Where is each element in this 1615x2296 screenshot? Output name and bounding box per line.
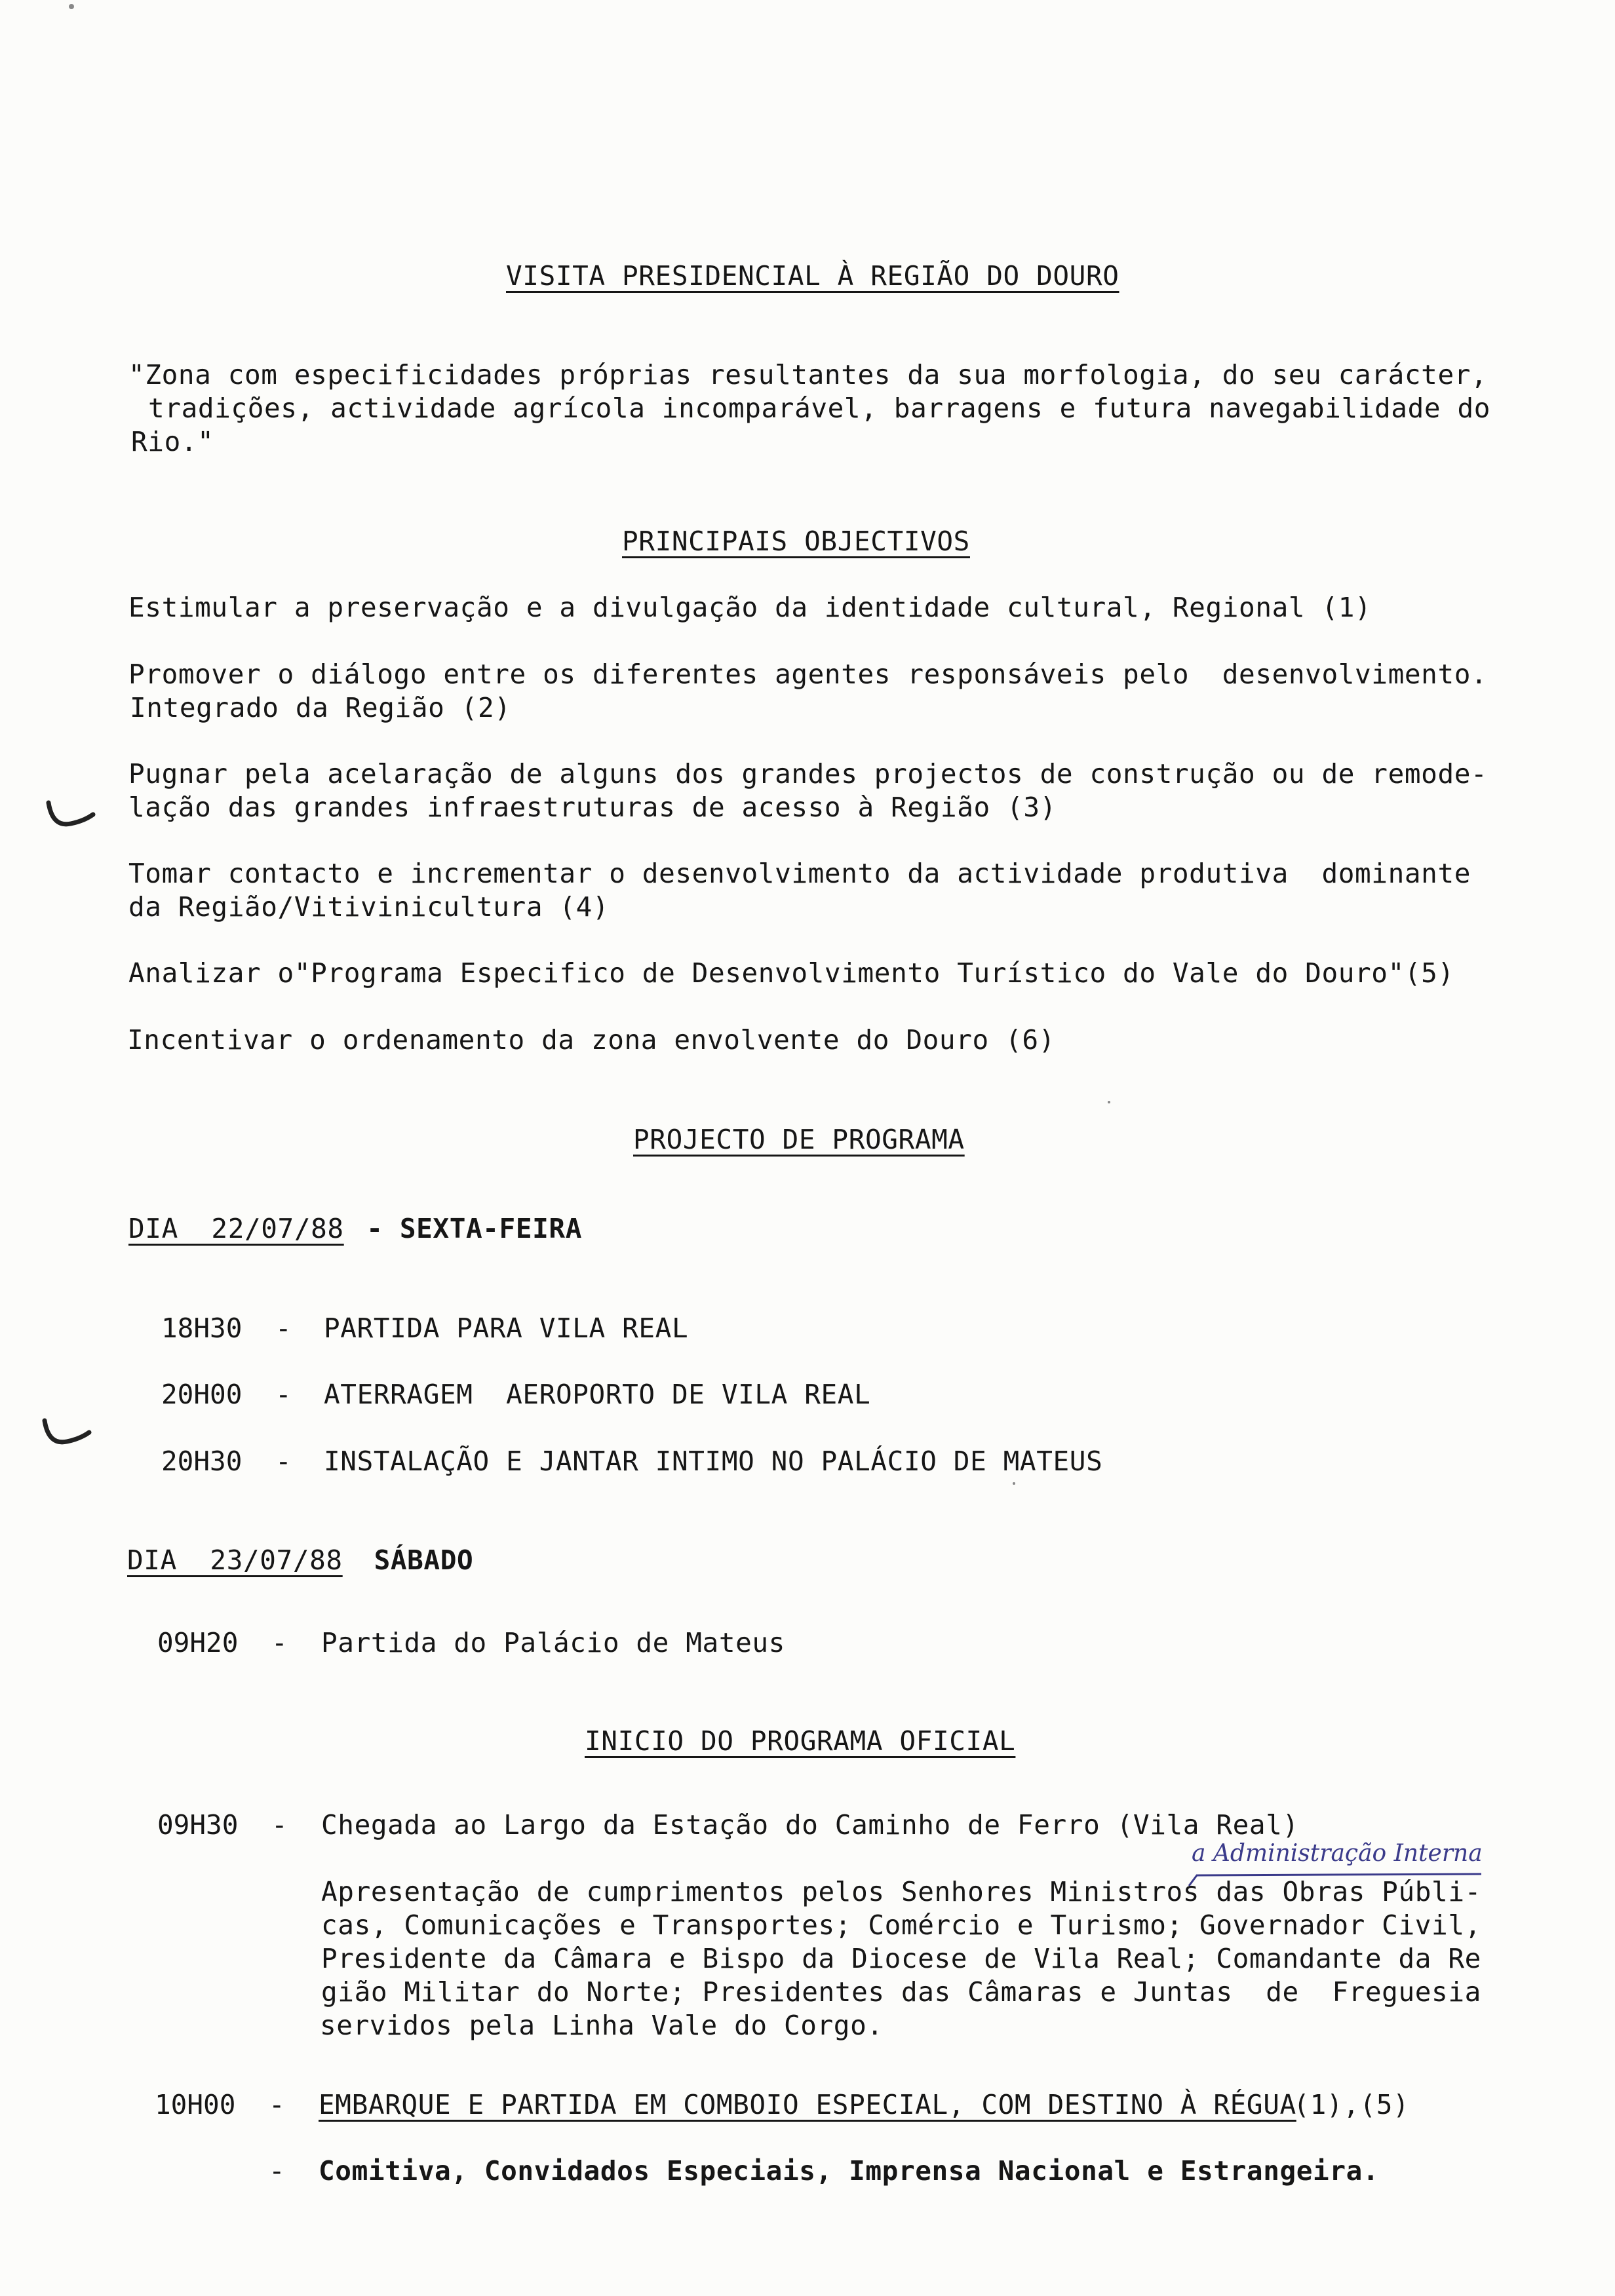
schedule-time: 09H30 xyxy=(157,1809,239,1841)
official-heading: INICIO DO PROGRAMA OFICIAL xyxy=(585,1725,1016,1757)
schedule-dash: - xyxy=(269,2089,285,2120)
handwritten-annotation: a Administração Interna xyxy=(1192,1840,1483,1867)
schedule-time: 10H00 xyxy=(155,2089,236,2120)
objective-item: Pugnar pela acelaração de alguns dos grandes projectos de construção ou de remode- xyxy=(128,758,1488,790)
schedule-dash: - xyxy=(275,1312,292,1344)
objective-item: Estimular a preservação e a divulgação da identidade cultural, Regional (1) xyxy=(128,592,1372,623)
objective-item: lação das grandes infraestruturas de acesso à Região (3) xyxy=(128,792,1057,823)
objective-item: Tomar contacto e incrementar o desenvolvimento da actividade produtiva dominante xyxy=(128,858,1471,889)
schedule-time: 20H00 xyxy=(161,1379,243,1410)
schedule-time: 20H30 xyxy=(161,1445,243,1477)
stray-speck xyxy=(69,4,74,9)
day-weekday: SÁBADO xyxy=(341,1544,474,1576)
reference-numbers: (1),(5) xyxy=(1277,2089,1410,2120)
objective-item: Promover o diálogo entre os diferentes agentes responsáveis pelo desenvolvimento. xyxy=(128,659,1488,690)
quote-line: Rio." xyxy=(131,426,214,457)
objective-item: Integrado da Região (2) xyxy=(130,692,511,723)
schedule-time: 09H20 xyxy=(157,1627,239,1658)
schedule-text: EMBARQUE E PARTIDA EM COMBOIO ESPECIAL, COM DESTINO À RÉGUA xyxy=(319,2089,1296,2120)
programme-heading: PROJECTO DE PROGRAMA xyxy=(633,1124,965,1155)
schedule-dash: - xyxy=(271,1627,288,1658)
paragraph-line: Apresentação de cumprimentos pelos Senhores Ministros das Obras Públi- xyxy=(321,1876,1481,1907)
stray-speck xyxy=(1013,1482,1015,1485)
schedule-dash: - xyxy=(269,2155,285,2187)
schedule-text: Chegada ao Largo da Estação do Caminho de Ferro (Vila Real) xyxy=(321,1809,1299,1841)
objective-item: Incentivar o ordenamento da zona envolvente do Douro (6) xyxy=(127,1024,1055,1056)
objectives-heading: PRINCIPAIS OBJECTIVOS xyxy=(622,526,970,557)
schedule-dash: - xyxy=(275,1445,292,1477)
quote-line: tradições, actividade agrícola incomparável, barragens e futura navegabilidade do xyxy=(148,392,1491,424)
schedule-text: Partida do Palácio de Mateus xyxy=(321,1627,785,1658)
schedule-time: 18H30 xyxy=(161,1312,243,1344)
day-date: DIA 23/07/88 xyxy=(127,1544,343,1576)
schedule-dash: - xyxy=(275,1379,292,1410)
objective-item: da Região/Vitivinicultura (4) xyxy=(128,891,610,923)
day-date: DIA 22/07/88 xyxy=(128,1213,344,1244)
paragraph-line: Presidente da Câmara e Bispo da Diocese de Vila Real; Comandante da Re xyxy=(321,1943,1481,1974)
schedule-dash: - xyxy=(271,1809,288,1841)
schedule-text: PARTIDA PARA VILA REAL xyxy=(324,1312,689,1344)
objective-item: Analizar o"Programa Especifico de Desenvolvimento Turístico do Vale do Douro"(5) xyxy=(128,957,1454,989)
document-title: VISITA PRESIDENCIAL À REGIÃO DO DOURO xyxy=(506,260,1119,292)
margin-check-mark xyxy=(41,1414,93,1453)
stray-speck xyxy=(1108,1101,1110,1103)
paragraph-line: gião Militar do Norte; Presidentes das Câmaras e Juntas de Freguesia xyxy=(321,1976,1481,2008)
paragraph-line: servidos pela Linha Vale do Corgo. xyxy=(320,2010,884,2041)
schedule-text: ATERRAGEM AEROPORTO DE VILA REAL xyxy=(324,1379,871,1410)
day-weekday: - SEXTA-FEIRA xyxy=(350,1213,582,1244)
margin-check-mark xyxy=(45,796,97,835)
schedule-text: INSTALAÇÃO E JANTAR INTIMO NO PALÁCIO DE MATEUS xyxy=(324,1445,1103,1477)
schedule-text: Comitiva, Convidados Especiais, Imprensa Nacional e Estrangeira. xyxy=(319,2155,1380,2187)
quote-line: "Zona com especificidades próprias resultantes da sua morfologia, do seu carácter, xyxy=(128,359,1488,391)
paragraph-line: cas, Comunicações e Transportes; Comércio e Turismo; Governador Civil, xyxy=(321,1909,1481,1941)
